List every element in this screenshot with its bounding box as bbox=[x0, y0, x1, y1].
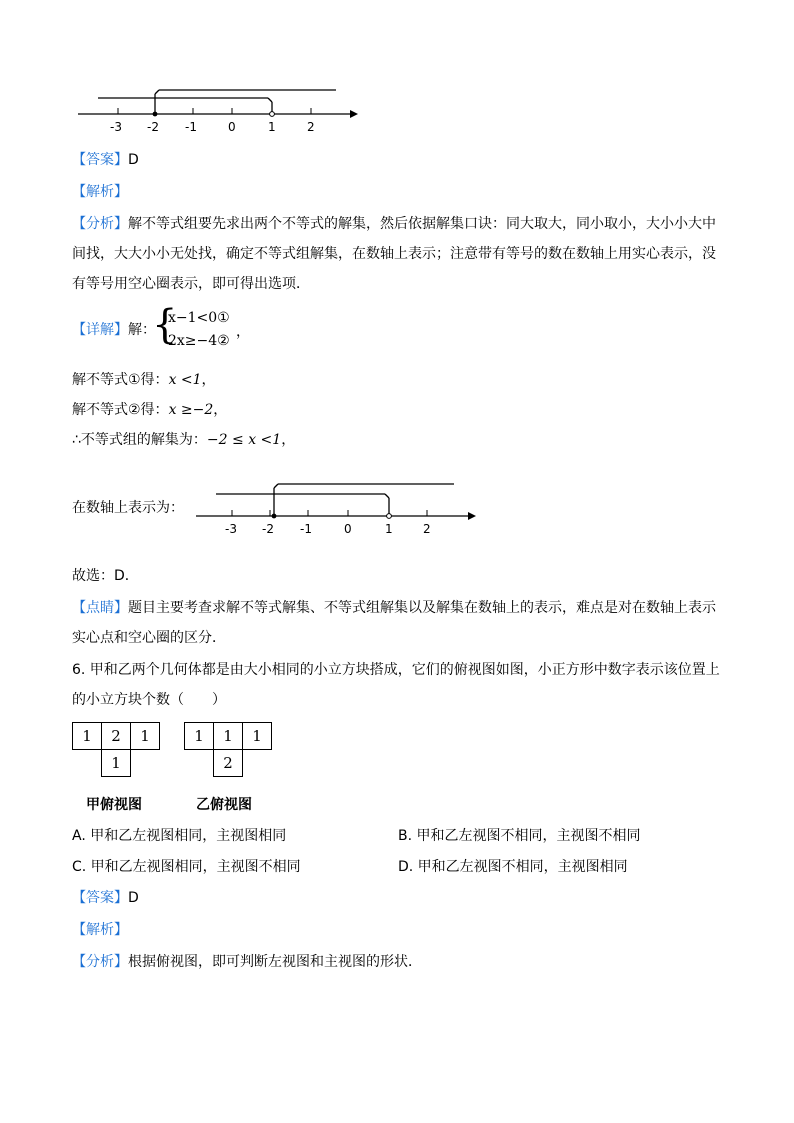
detail-prefix: 解： bbox=[128, 322, 156, 338]
answer-tag: 【答案】 bbox=[72, 152, 128, 168]
fenxi-tag: 【分析】 bbox=[72, 216, 128, 232]
tick-label: -1 bbox=[185, 120, 197, 134]
tick-label: 2 bbox=[423, 522, 431, 536]
step-math: x ≥−2 bbox=[168, 402, 214, 418]
grid-cell: 1 bbox=[72, 722, 102, 750]
analysis-line-3: 有等号用空心圈表示，即可得出选项． bbox=[72, 276, 310, 292]
fenxi-text: 根据俯视图，即可判断左视图和主视图的形状． bbox=[128, 954, 422, 970]
step-3 bbox=[72, 430, 295, 450]
comment-line-1 bbox=[72, 598, 716, 618]
option-a[interactable]: A. 甲和乙左视图相同，主视图相同 bbox=[72, 828, 287, 844]
answer-row-2 bbox=[72, 888, 139, 908]
fenxi-text: 解不等式组要先求出两个不等式的解集，然后依据解集口诀：同大取大，同小取小，大小小大中 bbox=[128, 216, 716, 232]
tick-label: -3 bbox=[110, 120, 122, 134]
grid-cell: 1 bbox=[242, 722, 272, 750]
step-end: ， bbox=[281, 432, 296, 448]
grid-cell: 2 bbox=[101, 722, 131, 750]
step-4: 在数轴上表示为： bbox=[72, 500, 184, 516]
grid-cell: 1 bbox=[130, 722, 160, 750]
yi-caption: 乙俯视图 bbox=[196, 797, 252, 813]
number-line-bottom-svg bbox=[196, 474, 486, 540]
step-2 bbox=[72, 400, 227, 420]
analysis-line-2: 间找，大大小小无处找，确定不等式组解集，在数轴上表示；注意带有等号的数在数轴上用实心表示，没 bbox=[72, 246, 716, 262]
answer-row-1 bbox=[72, 150, 139, 170]
analysis-tag-1: 【解析】 bbox=[72, 184, 128, 200]
tick-label: -2 bbox=[147, 120, 159, 134]
choice-text: 故选：D． bbox=[72, 568, 139, 584]
answer-value: D bbox=[128, 890, 139, 906]
detail-row bbox=[72, 320, 156, 340]
comment-line-2: 实心点和空心圈的区分． bbox=[72, 630, 226, 646]
analysis-2-line bbox=[72, 952, 422, 972]
question-6-line-2: 的小立方块个数（ ） bbox=[72, 692, 226, 708]
tick-label: 0 bbox=[228, 120, 236, 134]
fenxi-tag: 【分析】 bbox=[72, 954, 128, 970]
step-math: x <1 bbox=[168, 372, 202, 388]
jia-caption: 甲俯视图 bbox=[86, 797, 142, 813]
comment-tag: 【点睛】 bbox=[72, 600, 128, 616]
system-brace: { bbox=[152, 302, 178, 348]
grid-cell: 2 bbox=[213, 749, 243, 777]
grid-cell: 1 bbox=[184, 722, 214, 750]
step-1 bbox=[72, 370, 216, 390]
grid-cell: 1 bbox=[213, 722, 243, 750]
option-d[interactable]: D. 甲和乙左视图不相同，主视图相同 bbox=[398, 859, 628, 875]
analysis-line-1 bbox=[72, 214, 716, 234]
tick-label: 2 bbox=[307, 120, 315, 134]
comment-text: 题目主要考查求解不等式解集、不等式组解集以及解集在数轴上的表示，难点是对在数轴上表示 bbox=[128, 600, 716, 616]
answer-value: D bbox=[128, 152, 139, 168]
grid-cell: 1 bbox=[101, 749, 131, 777]
option-c[interactable]: C. 甲和乙左视图相同，主视图不相同 bbox=[72, 859, 301, 875]
step-text: ∴不等式组的解集为： bbox=[72, 432, 207, 448]
tick-label: 1 bbox=[385, 522, 393, 536]
system-eq-1: x−1<0① bbox=[168, 310, 230, 326]
question-6-line-1: 6. 甲和乙两个几何体都是由大小相同的小立方块搭成，它们的俯视图如图，小正方形中数字表示该位置上 bbox=[72, 662, 720, 678]
system-suffix: ， bbox=[236, 324, 250, 340]
number-line-top bbox=[78, 80, 368, 140]
tick-label: 0 bbox=[344, 522, 352, 536]
step-text: 解不等式②得： bbox=[72, 402, 169, 418]
tick-label: -1 bbox=[300, 522, 312, 536]
step-end: ， bbox=[213, 402, 228, 418]
system-eq-2: 2x≥−4② bbox=[168, 333, 230, 349]
tick-label: -3 bbox=[225, 522, 237, 536]
answer-tag: 【答案】 bbox=[72, 890, 128, 906]
step-math: −2 ≤ x <1 bbox=[206, 432, 282, 448]
analysis-tag-2: 【解析】 bbox=[72, 922, 128, 938]
option-b[interactable]: B. 甲和乙左视图不相同，主视图不相同 bbox=[398, 828, 641, 844]
step-text: 解不等式①得： bbox=[72, 372, 169, 388]
tick-label: -2 bbox=[262, 522, 274, 536]
step-end: ， bbox=[201, 372, 216, 388]
tick-label: 1 bbox=[268, 120, 276, 134]
detail-tag: 【详解】 bbox=[72, 322, 128, 338]
number-line-bottom bbox=[196, 474, 486, 540]
